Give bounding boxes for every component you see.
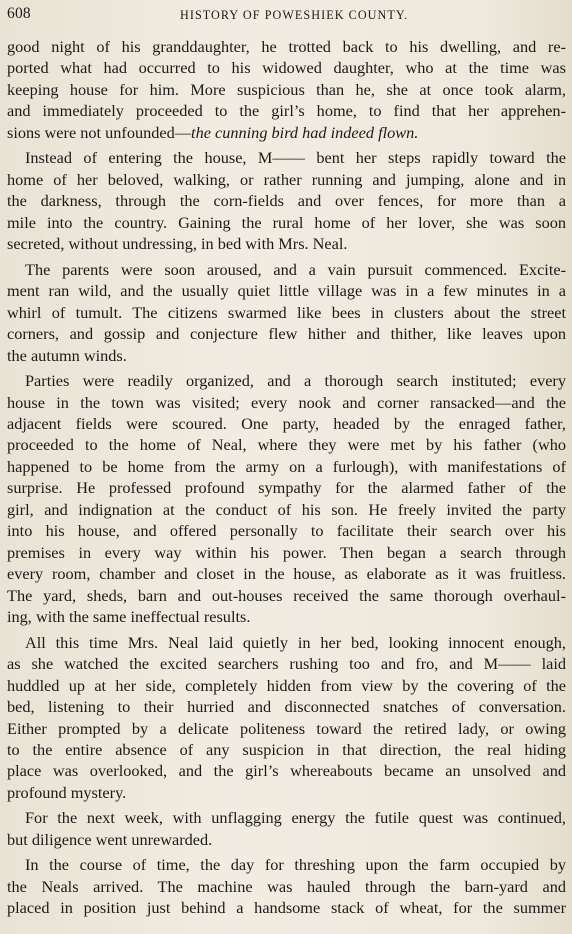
text-line: keeping house for him. More suspicious than he, she at once took alarm, [7, 79, 566, 99]
text-line: profound mystery. [7, 782, 127, 802]
text-line: surprise. He professed profound sympathy for the alarmed father of the [7, 478, 566, 498]
text-line: place was overlooked, and the girl’s whereabouts became an unsolved and [7, 761, 566, 781]
text-line: mile into the country. Gaining the rural home of her lover, she was soon [7, 212, 566, 232]
text-line: ported what had occurred to his widowed daughter, who at the time was [7, 58, 566, 78]
text-line: corners, and gossip and conjecture flew hither and thither, like leaves upon [7, 324, 566, 344]
text-line: Parties were readily organized, and a thorough search instituted; every [25, 371, 566, 391]
text-line: into his house, and offered personally to facilitate their search over his [7, 521, 566, 541]
text-line: whirl of tumult. The citizens swarmed like bees in clusters about the street [7, 302, 566, 322]
text-line: adjacent fields were scoured. One party, headed by the enraged father, [7, 413, 566, 433]
text-line: In the course of time, the day for threshing upon the farm occupied by [25, 855, 566, 875]
text-line: For the next week, with unflagging energy the futile quest was continued, [25, 808, 566, 828]
text-line: proceeded to the home of Neal, where they were met by his father (who [7, 435, 566, 455]
text-line: Either prompted by a delicate politeness toward the retired lady, or owing [7, 718, 566, 738]
text-line: premises in every way within his power. Then began a search through [7, 542, 566, 562]
text-line: every room, chamber and closet in the house, as elaborate as it was fruitless. [7, 564, 566, 584]
text-line: The parents were soon aroused, and a vain pursuit commenced. Excite- [25, 259, 566, 279]
text-line: girl, and indignation at the conduct of his son. He freely invited the party [7, 499, 566, 519]
text-line: huddled up at her side, completely hidden from view by the covering of the [7, 675, 566, 695]
page-number: 608 [7, 5, 31, 22]
text-line: the Neals arrived. The machine was hauled through the barn-yard and [7, 876, 566, 896]
text-line: good night of his granddaughter, he trotted back to his dwelling, and re- [7, 37, 566, 56]
text-line: the autumn winds. [7, 345, 127, 365]
text-line: the darkness, through the corn-fields and over fences, for more than a [7, 191, 566, 211]
text-line: placed in position just behind a handsome stack of wheat, for the summer [7, 898, 566, 918]
page-header [5, 5, 567, 25]
text-line: ment ran wild, and the usually quiet little village was in a few minutes in a [7, 281, 566, 301]
text-line: but diligence went unrewarded. [7, 829, 213, 849]
text-line: home of her beloved, walking, or rather running and jumping, alone and in [7, 169, 566, 189]
text-line: happened to be home from the army on a furlough), with manifestations of [7, 456, 566, 476]
text-line: to the entire absence of any suspicion in that direction, the real hiding [7, 740, 566, 759]
running-head: HISTORY OF POWESHIEK COUNTY. [180, 8, 409, 22]
italic-phrase: the cunning bird had indeed flown. [191, 122, 419, 142]
body-text [7, 36, 566, 919]
text-line: as she watched the excited searchers rushing too and fro, and M—— laid [7, 654, 566, 674]
text-line: ing, with the same ineffectual results. [7, 607, 251, 627]
text-line: secreted, without undressing, in bed with Mrs. Neal. [7, 234, 348, 254]
text-line: The yard, sheds, barn and out-houses received the same thorough overhaul- [7, 585, 566, 605]
text-line: and immediately proceeded to the girl’s home, to find that her apprehen- [7, 101, 566, 121]
text-line: bed, listening to their hurried and disconnected snatches of conversation. [7, 697, 566, 717]
text-line [7, 122, 566, 143]
text-line: Instead of entering the house, M—— bent her steps rapidly toward the [25, 148, 566, 168]
text-line: All this time Mrs. Neal laid quietly in her bed, looking innocent enough, [25, 632, 566, 652]
text-line: house in the town was visited; every nook and corner ransacked—and the [7, 392, 566, 412]
text-span: sions were not unfounded— [7, 122, 192, 142]
